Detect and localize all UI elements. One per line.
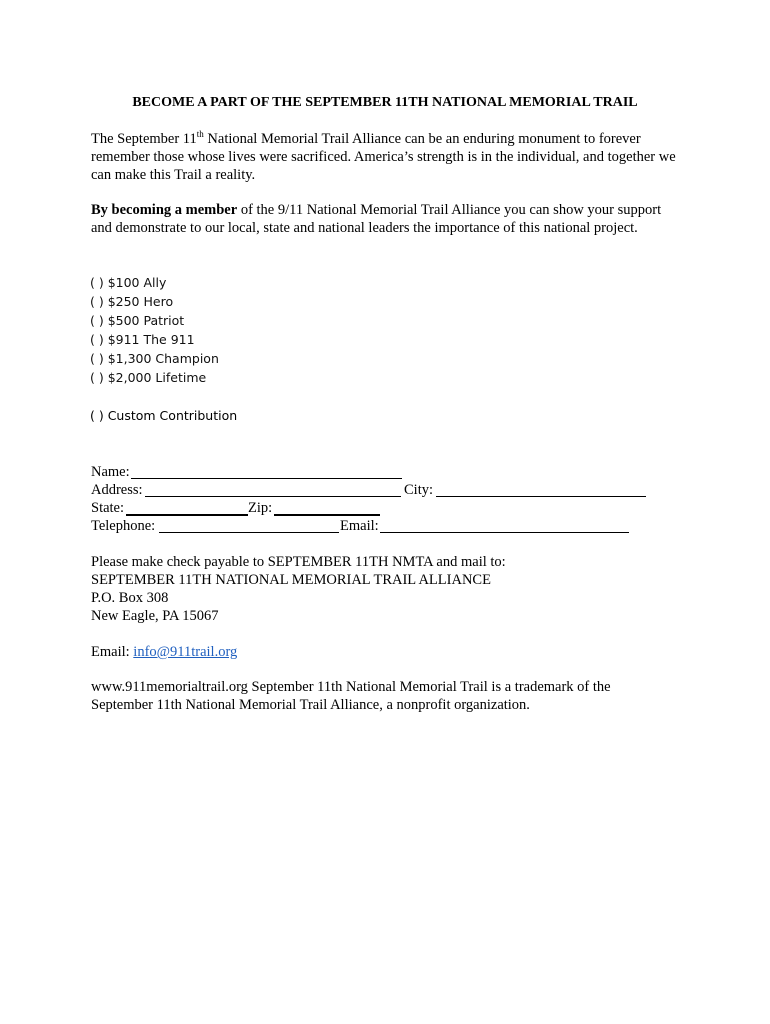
telephone-row bbox=[91, 517, 155, 535]
intro-paragraph bbox=[91, 130, 681, 184]
email-field[interactable] bbox=[380, 518, 629, 533]
telephone-field[interactable] bbox=[159, 518, 339, 533]
intro-text-rest: National Memorial Trail Alliance can be an enduring monument to forever remember those whose lives were sacrificed. America’s strength is in the individual, and together we can make this Trail a reality. bbox=[91, 131, 676, 183]
city-label-wrap bbox=[404, 481, 433, 499]
option-patriot[interactable]: ( ) $500 Patriot bbox=[90, 313, 185, 328]
zip-field[interactable] bbox=[274, 500, 380, 516]
intro-text-start: The September 11 bbox=[91, 131, 197, 147]
city-label: City: bbox=[404, 482, 434, 498]
state-field[interactable] bbox=[126, 500, 248, 516]
email-label-wrap bbox=[340, 517, 379, 535]
city-field[interactable] bbox=[436, 482, 646, 497]
name-label: Name: bbox=[91, 464, 130, 480]
membership-options bbox=[90, 273, 219, 387]
name-row bbox=[91, 463, 130, 481]
mail-instruction-line: Please make check payable to SEPTEMBER 11TH NMTA and mail to: bbox=[91, 554, 506, 570]
zip-label: Zip: bbox=[248, 500, 273, 516]
contact-email-link[interactable]: info@911trail.org bbox=[133, 644, 238, 660]
contact-email-label: Email: bbox=[91, 644, 134, 660]
address-field[interactable] bbox=[145, 482, 401, 497]
address-row bbox=[91, 481, 143, 499]
name-field[interactable] bbox=[131, 464, 402, 479]
telephone-label: Telephone: bbox=[91, 518, 156, 534]
mail-po-box: P.O. Box 308 bbox=[91, 590, 169, 606]
option-custom-contribution[interactable]: ( ) Custom Contribution bbox=[90, 408, 238, 423]
member-paragraph bbox=[91, 201, 681, 237]
option-champion[interactable]: ( ) $1,300 Champion bbox=[90, 351, 219, 366]
option-hero[interactable]: ( ) $250 Hero bbox=[90, 294, 174, 309]
option-lifetime[interactable]: ( ) $2,000 Lifetime bbox=[90, 370, 207, 385]
state-label: State: bbox=[91, 500, 125, 516]
zip-label-wrap bbox=[248, 499, 272, 517]
option-the-911[interactable]: ( ) $911 The 911 bbox=[90, 332, 195, 347]
option-ally[interactable]: ( ) $100 Ally bbox=[90, 275, 167, 290]
member-bold-text: By becoming a member bbox=[91, 202, 238, 218]
mail-city-state: New Eagle, PA 15067 bbox=[91, 608, 219, 624]
mailing-instructions bbox=[91, 553, 506, 625]
member-text-rest: of the 9/11 National Memorial Trail Alliance you can show your support and demonstrate to our local, state and national leaders the importance of this national project. bbox=[91, 202, 662, 236]
form-email-label: Email: bbox=[340, 518, 379, 534]
contact-email bbox=[91, 643, 237, 661]
footer-text: www.911memorialtrail.org September 11th National Memorial Trail is a trademark of the September 11th National Memorial Trail Alliance, a nonprofit organization. bbox=[91, 679, 611, 713]
intro-superscript: th bbox=[196, 129, 204, 139]
page-title: BECOME A PART OF THE SEPTEMBER 11TH NATIONAL MEMORIAL TRAIL bbox=[132, 95, 638, 110]
address-label: Address: bbox=[91, 482, 143, 498]
state-row bbox=[91, 499, 124, 517]
mail-org-name: SEPTEMBER 11TH NATIONAL MEMORIAL TRAIL ALLIANCE bbox=[91, 572, 491, 588]
